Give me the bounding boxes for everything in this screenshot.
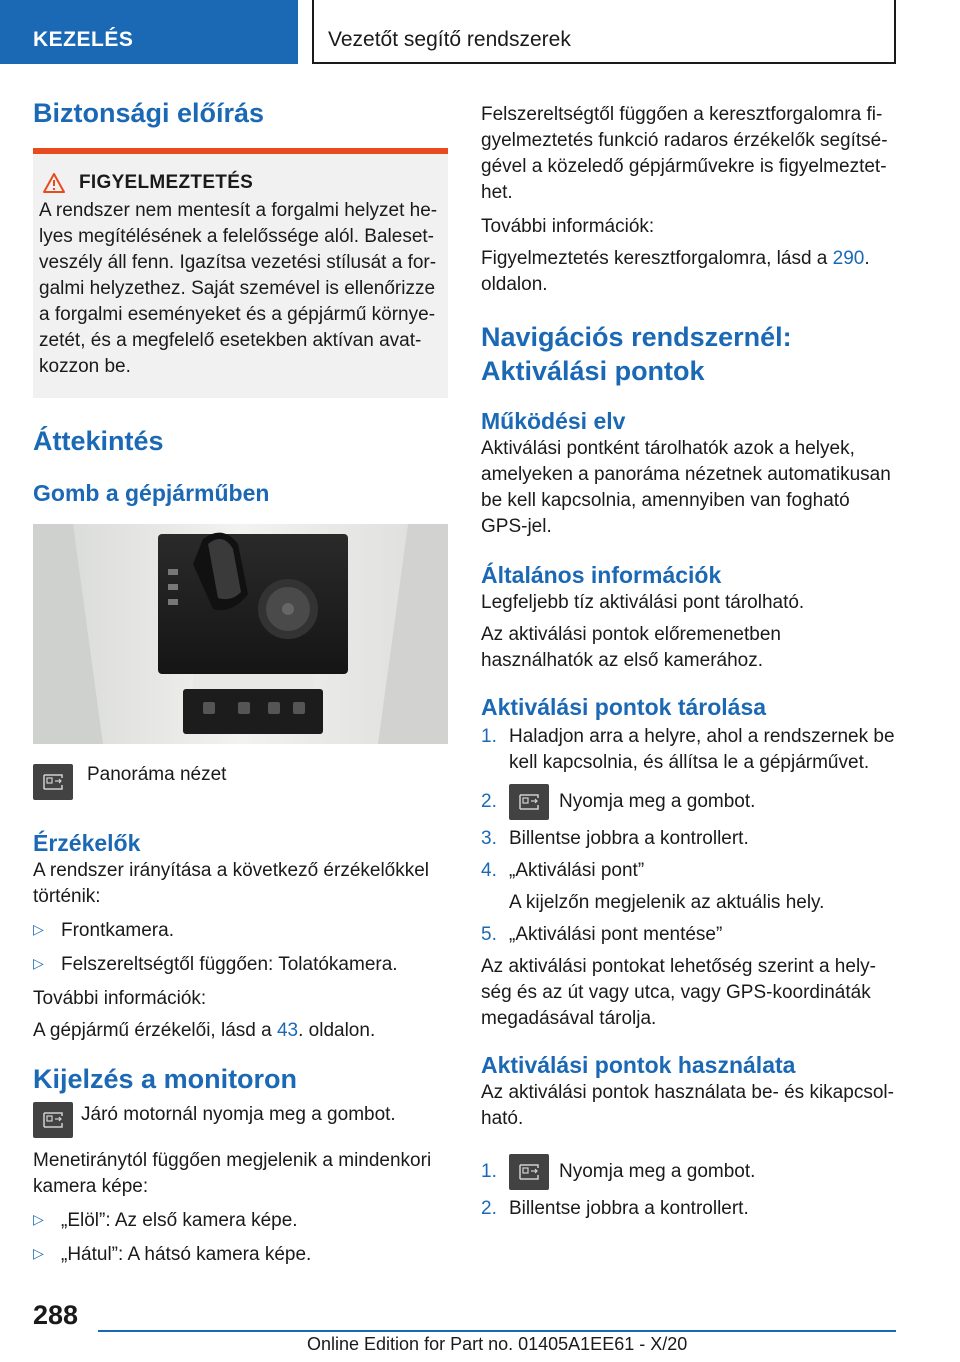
store-heading: Aktiválási pontok tárolása	[481, 694, 767, 720]
store-text: Az aktiválási pontokat lehetőség szerint a hely-ség és az út vagy utca, vagy GPS-koordináták megadásával tárolja.	[481, 956, 876, 1029]
right-column	[481, 102, 897, 1222]
more-info-label: További információk:	[33, 988, 207, 1009]
warning-box	[33, 148, 448, 398]
use-heading: Aktiválási pontok használata	[481, 1052, 796, 1078]
panorama-button-icon	[33, 1102, 73, 1138]
bullet-triangle-icon: ▷	[33, 921, 44, 937]
general-text-1: Legfeljebb tíz aktiválási pont tárolható.	[481, 592, 805, 613]
display-heading: Kijelzés a monitoron	[33, 1064, 298, 1094]
warning-text: A rendszer nem mentesít a forgalmi helyzet he-lyes megítélésének a felelőssége alól. Baleset-veszély áll fenn. Igazítsa vezetési stílusát a for-galmi helyzethez. Saját szemével is ellenőrizze a forgalmi eseményeket és a gépjármű környe-zetét, és a megfelelő esetekben aktívan avat-kozzon be.	[39, 200, 438, 377]
list-item: 3. Billentse jobbra a kontrollert.	[481, 828, 749, 849]
section-label: KEZELÉS	[33, 28, 134, 51]
safety-heading: Biztonsági előírás	[33, 98, 265, 128]
list-item: 1. Haladjon arra a helyre, ahol a rendszernek be kell kapcsolnia, és állítsa le a gépjárművet.	[481, 726, 895, 773]
principle-heading: Működési elv	[481, 408, 626, 434]
principle-text: Aktiválási pontként tárolhatók azok a helyek, amelyeken a panoráma nézetnek automatikusan be kell kapcsolnia, amennyiben van fogható GPS-jel.	[481, 438, 891, 537]
sensors-reference: A gépjármű érzékelői, lásd a 43. oldalon.	[33, 1020, 376, 1041]
sensors-intro: A rendszer irányítása a következő érzékelőkkel történik:	[33, 860, 430, 907]
cross-traffic-text: Felszereltségtől függően a keresztforgalomra fi-gyelmeztetés funkció radaros érzékelők segítsé-gével a közeledő gépjárművekre is figyelmeztet-het.	[481, 104, 888, 203]
display-instruction-row	[33, 1102, 448, 1138]
section-tab	[0, 0, 298, 64]
overview-heading: Áttekintés	[33, 426, 164, 456]
chapter-tab	[312, 0, 896, 64]
left-column	[33, 96, 448, 1268]
sensors-heading: Érzékelők	[33, 830, 141, 856]
panorama-row	[33, 760, 448, 800]
general-text-2: Az aktiválási pontok előremenetben használhatók az első kamerához.	[481, 624, 781, 671]
gear-console-illustration	[33, 524, 448, 744]
edition-label: Online Edition for Part no. 01405A1EE61 - X/20	[307, 1334, 688, 1354]
list-item: 1. Nyomja meg a gombot.	[481, 1154, 897, 1190]
panorama-label: Panoráma nézet	[87, 764, 227, 785]
warning-header	[39, 172, 442, 194]
list-item: 5. „Aktiválási pont mentése”	[481, 924, 723, 945]
list-item: 2. Nyomja meg a gombot.	[481, 784, 897, 820]
page-header	[0, 0, 960, 66]
use-text: Az aktiválási pontok használata be- és kikapcsol-ható.	[481, 1082, 894, 1129]
step4-subtext: A kijelzőn megjelenik az aktuális hely.	[509, 892, 825, 913]
display-text: Menetiránytól függően megjelenik a mindenkori kamera képe:	[33, 1150, 432, 1197]
warning-triangle-icon	[43, 173, 65, 193]
more-info-label: További információk:	[481, 216, 655, 237]
page-link-43[interactable]: 43	[276, 1020, 299, 1041]
cross-reference: Figyelmeztetés keresztforgalomra, lásd a 290. oldalon.	[481, 248, 870, 295]
nav-heading-line2: Aktiválási pontok	[481, 356, 705, 386]
page-number: 288	[33, 1300, 79, 1330]
bullet-triangle-icon: ▷	[33, 1211, 44, 1227]
chapter-label: Vezetőt segítő rendszerek	[328, 28, 571, 51]
list-item: ▷ Frontkamera.	[33, 918, 448, 944]
list-item: ▷ Felszereltségtől függően: Tolatókamera.	[33, 952, 448, 978]
general-heading: Általános információk	[481, 562, 722, 588]
warning-title: FIGYELMEZTETÉS	[79, 172, 254, 193]
list-item: 4. „Aktiválási pont”	[481, 860, 645, 881]
list-item: ▷ „Elöl”: Az első kamera képe.	[33, 1208, 448, 1234]
list-item: ▷ „Hátul”: A hátsó kamera képe.	[33, 1242, 448, 1268]
panorama-button-icon	[33, 764, 73, 800]
panorama-button-icon	[509, 784, 549, 820]
list-item: 2. Billentse jobbra a kontrollert.	[481, 1198, 749, 1219]
footer-divider	[98, 1330, 896, 1332]
panorama-button-icon	[509, 1154, 549, 1190]
nav-heading-line1: Navigációs rendszernél:	[481, 322, 792, 352]
button-heading: Gomb a gépjárműben	[33, 480, 270, 506]
display-instruction: Járó motornál nyomja meg a gombot.	[81, 1104, 396, 1125]
bullet-triangle-icon: ▷	[33, 1245, 44, 1261]
console-photo	[33, 524, 448, 744]
page-link-290[interactable]: 290	[832, 248, 865, 269]
bullet-triangle-icon: ▷	[33, 955, 44, 971]
